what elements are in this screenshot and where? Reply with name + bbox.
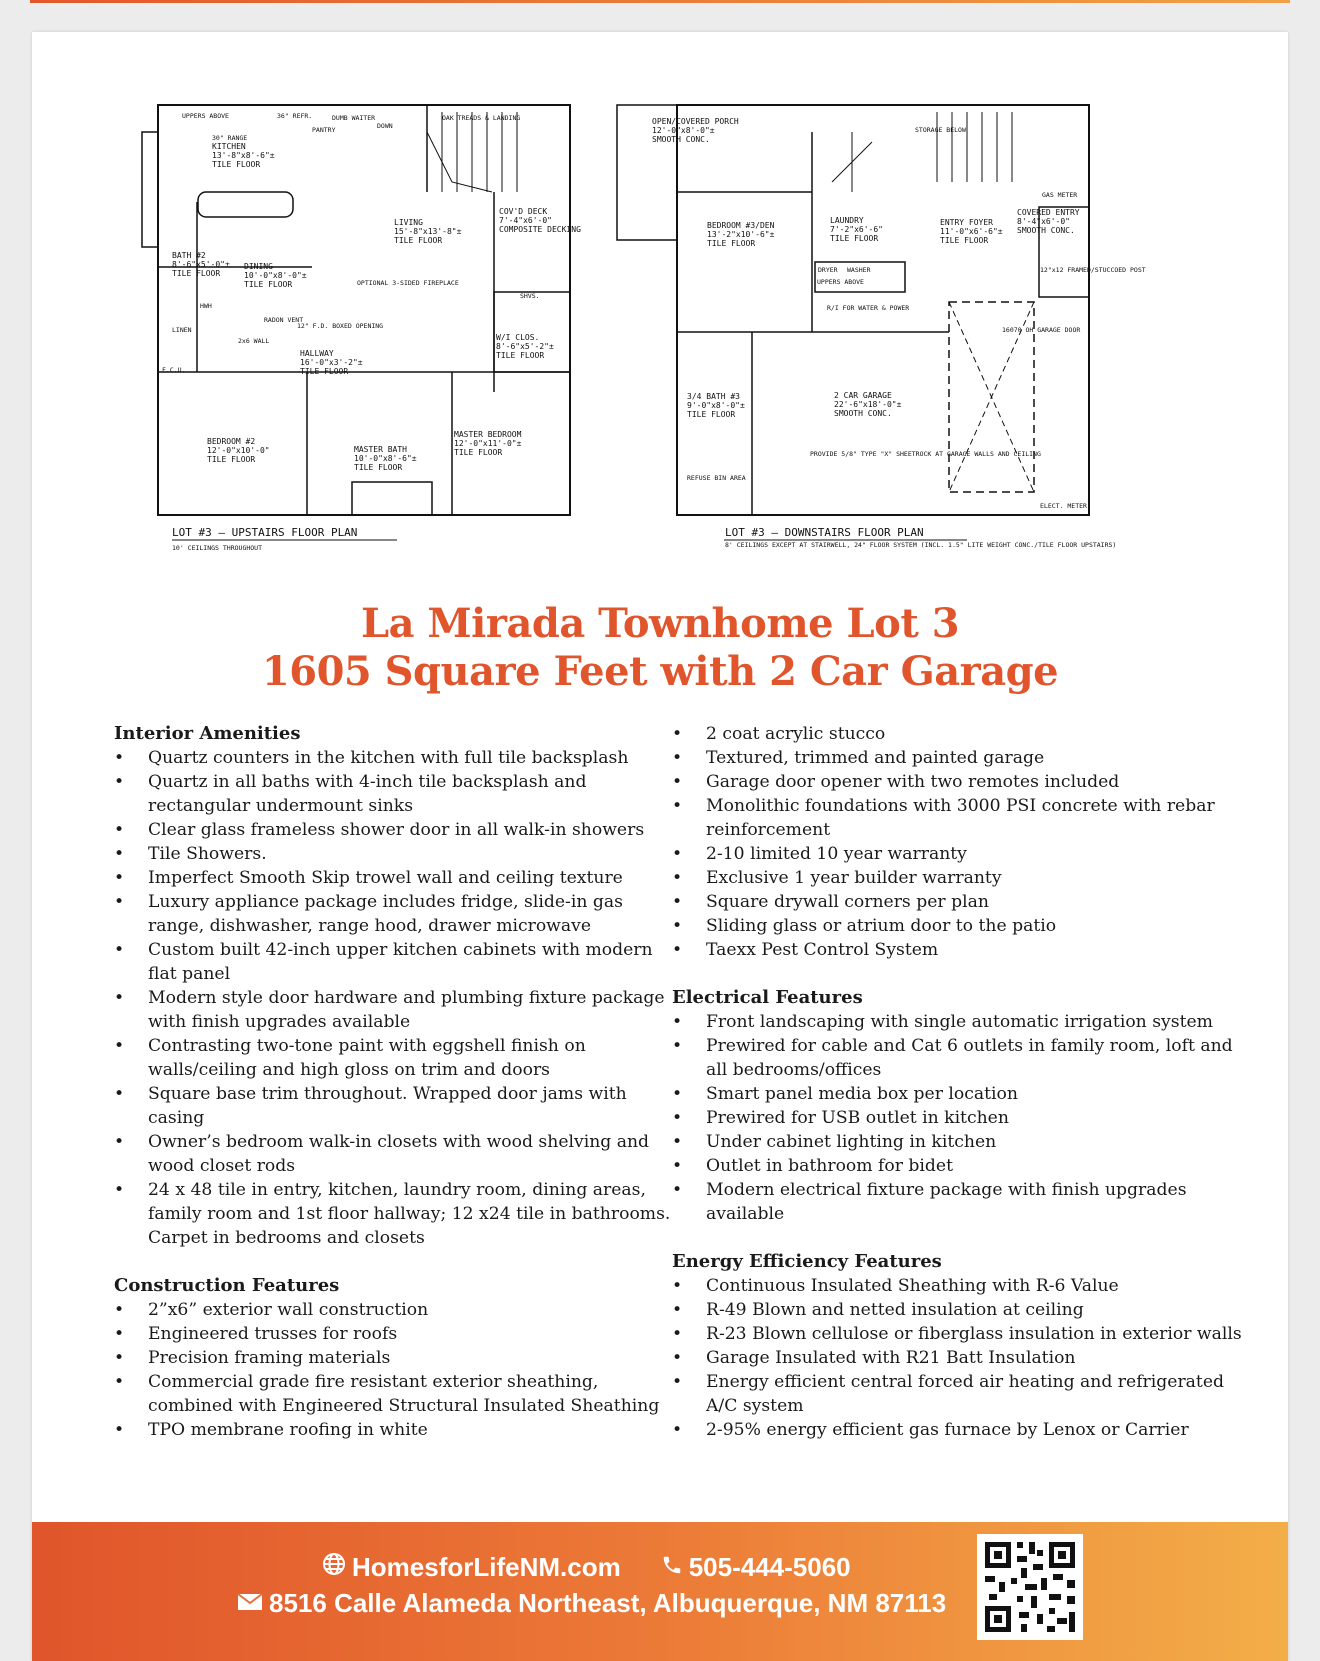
room-floor: TILE FLOOR bbox=[354, 463, 403, 472]
list-item: • Luxury appliance package includes fridge, slide-in gas range, dishwasher, range hood, drawer microwave bbox=[114, 890, 674, 938]
downstairs-caption: LOT #3 — DOWNSTAIRS FLOOR PLAN bbox=[725, 526, 924, 539]
list-item: • Textured, trimmed and painted garage bbox=[672, 746, 1247, 770]
room-size: 15'-8"x13'-8"± bbox=[394, 227, 462, 236]
title-line-1: La Mirada Townhome Lot 3 bbox=[360, 600, 960, 647]
list-item: • Continuous Insulated Sheathing with R-6 Value bbox=[672, 1274, 1247, 1298]
list-item: • Exclusive 1 year builder warranty bbox=[672, 866, 1247, 890]
room-label: LAUNDRY bbox=[830, 216, 864, 225]
room-floor: TILE FLOOR bbox=[394, 236, 443, 245]
room-size: 8'-4"x6'-0" bbox=[1017, 217, 1070, 226]
upstairs-note: 10' CEILINGS THROUGHOUT bbox=[172, 544, 263, 552]
room-label: KITCHEN bbox=[212, 142, 246, 151]
room-size: 7'-4"x6'-0" bbox=[499, 216, 552, 225]
list-item: • 2-10 limited 10 year warranty bbox=[672, 842, 1247, 866]
room-label: MASTER BEDROOM bbox=[454, 430, 522, 439]
list-item: • Custom built 42-inch upper kitchen cabinets with modern flat panel bbox=[114, 938, 674, 986]
room-label: MASTER BATH bbox=[354, 445, 407, 454]
list-item: • Monolithic foundations with 3000 PSI concrete with rebar reinforcement bbox=[672, 794, 1247, 842]
energy-heading: Energy Efficiency Features bbox=[672, 1251, 942, 1272]
room-floor: TILE FLOOR bbox=[300, 367, 349, 376]
list-item: • Engineered trusses for roofs bbox=[114, 1322, 674, 1346]
plan-note: ELECT. METER bbox=[1040, 502, 1087, 510]
plan-note: REFUSE BIN AREA bbox=[687, 474, 746, 482]
footer-line-2 bbox=[237, 1588, 946, 1619]
plan-note: UPPERS ABOVE bbox=[182, 112, 229, 120]
room-floor: SMOOTH CONC. bbox=[834, 409, 892, 418]
list-item: • R-49 Blown and netted insulation at ceiling bbox=[672, 1298, 1247, 1322]
plan-note: R/I FOR WATER & POWER bbox=[827, 304, 910, 312]
list-item: • Clear glass frameless shower door in all walk-in showers bbox=[114, 818, 674, 842]
list-item: • Commercial grade fire resistant exterior sheathing, combined with Engineered Structural Insulated Sheathing bbox=[114, 1370, 674, 1418]
list-item: • Prewired for USB outlet in kitchen bbox=[672, 1106, 1247, 1130]
room-size: 13'-8"x8'-6"± bbox=[212, 151, 275, 160]
plan-note: 2x6 WALL bbox=[238, 337, 270, 345]
room-label: COVERED ENTRY bbox=[1017, 208, 1080, 217]
room-size: 8'-6"x5'-2"± bbox=[496, 342, 554, 351]
list-item: • Tile Showers. bbox=[114, 842, 674, 866]
floor-plans bbox=[32, 32, 1288, 592]
list-item: • 2”x6” exterior wall construction bbox=[114, 1298, 674, 1322]
list-item: • Imperfect Smooth Skip trowel wall and ceiling texture bbox=[114, 866, 674, 890]
phone-number[interactable]: 505-444-5060 bbox=[688, 1552, 851, 1582]
list-item: • 2-95% energy efficient gas furnace by Lenox or Carrier bbox=[672, 1418, 1247, 1442]
list-item: • Precision framing materials bbox=[114, 1346, 674, 1370]
list-item: • Prewired for cable and Cat 6 outlets in family room, loft and all bedrooms/offices bbox=[672, 1034, 1247, 1082]
plan-note: 30" RANGE bbox=[212, 134, 248, 142]
list-item: • Garage Insulated with R21 Batt Insulation bbox=[672, 1346, 1247, 1370]
globe-icon bbox=[322, 1552, 346, 1583]
list-item: • R-23 Blown cellulose or fiberglass insulation in exterior walls bbox=[672, 1322, 1247, 1346]
address[interactable]: 8516 Calle Alameda Northeast, Albuquerque, NM 87113 bbox=[269, 1588, 947, 1618]
flyer-page bbox=[32, 32, 1288, 1661]
room-floor: TILE FLOOR bbox=[707, 239, 756, 248]
list-item: • Modern electrical fixture package with finish upgrades available bbox=[672, 1178, 1247, 1226]
plan-note: GAS METER bbox=[1042, 191, 1078, 199]
plan-note: HWH bbox=[200, 302, 212, 310]
list-item: • Modern style door hardware and plumbing fixture package with finish upgrades available bbox=[114, 986, 674, 1034]
interior-heading: Interior Amenities bbox=[114, 723, 301, 744]
floor-plan-drawings bbox=[32, 32, 1288, 592]
energy-list bbox=[672, 1274, 1247, 1442]
list-item: • Garage door opener with two remotes included bbox=[672, 770, 1247, 794]
right-column bbox=[672, 722, 1247, 1466]
room-floor: TILE FLOOR bbox=[940, 236, 989, 245]
list-item: • Sliding glass or atrium door to the patio bbox=[672, 914, 1247, 938]
plan-note: 16070 OH GARAGE DOOR bbox=[1002, 326, 1081, 334]
plan-note: 12" F.D. BOXED OPENING bbox=[297, 322, 384, 330]
room-floor: COMPOSITE DECKING bbox=[499, 225, 581, 234]
left-column bbox=[114, 722, 674, 1466]
plan-note: STORAGE BELOW bbox=[915, 126, 966, 134]
plan-note: OPTIONAL 3-SIDED FIREPLACE bbox=[357, 279, 459, 287]
downstairs-note: 8' CEILINGS EXCEPT AT STAIRWELL, 24" FLOOR SYSTEM (INCL. 1.5" LITE WEIGHT CONC./TILE FLOOR UPSTAIRS) bbox=[725, 541, 1117, 549]
contact-footer bbox=[32, 1522, 1288, 1661]
room-label: COV'D DECK bbox=[499, 207, 548, 216]
plan-note: PANTRY bbox=[312, 126, 336, 134]
room-size: 12'-0"x11'-0"± bbox=[454, 439, 522, 448]
room-size: 12'-0"x8'-0"± bbox=[652, 126, 715, 135]
list-item: • Owner’s bedroom walk-in closets with wood shelving and wood closet rods bbox=[114, 1130, 674, 1178]
room-size: 11'-0"x6'-6"± bbox=[940, 227, 1003, 236]
list-item: • Under cabinet lighting in kitchen bbox=[672, 1130, 1247, 1154]
list-item: • Contrasting two-tone paint with eggshell finish on walls/ceiling and high gloss on trim and doors bbox=[114, 1034, 674, 1082]
room-floor: TILE FLOOR bbox=[212, 160, 261, 169]
room-size: 22'-6"x18'-0"± bbox=[834, 400, 902, 409]
room-size: 10'-0"x8'-0"± bbox=[244, 271, 307, 280]
plan-note: OAK TREADS & LANDING bbox=[442, 114, 521, 122]
construction-continued-list bbox=[672, 722, 1247, 962]
plan-note: DOWN bbox=[377, 122, 393, 130]
title-line-2: 1605 Square Feet with 2 Car Garage bbox=[261, 648, 1059, 695]
plan-note: PROVIDE 5/8" TYPE "X" SHEETROCK AT GARAGE WALLS AND CEILING bbox=[810, 450, 1041, 458]
room-label: OPEN/COVERED PORCH bbox=[652, 117, 739, 126]
plan-note: 12"x12 FRAMED/STUCCOED POST bbox=[1040, 266, 1146, 274]
room-floor: TILE FLOOR bbox=[454, 448, 503, 457]
top-accent-bar bbox=[30, 0, 1290, 3]
footer-line-1 bbox=[322, 1552, 851, 1583]
list-item: • 2 coat acrylic stucco bbox=[672, 722, 1247, 746]
electrical-heading: Electrical Features bbox=[672, 987, 863, 1008]
room-size: 13'-2"x10'-6"± bbox=[707, 230, 775, 239]
list-item: • Taexx Pest Control System bbox=[672, 938, 1247, 962]
plan-note: LINEN bbox=[172, 326, 192, 334]
room-size: 8'-6"x5'-0"± bbox=[172, 260, 230, 269]
plan-note: F.C.U. bbox=[162, 366, 186, 374]
headline bbox=[32, 600, 1288, 696]
upstairs-caption: LOT #3 — UPSTAIRS FLOOR PLAN bbox=[172, 526, 358, 539]
room-size: 9'-0"x8'-0"± bbox=[687, 401, 745, 410]
list-item: • TPO membrane roofing in white bbox=[114, 1418, 674, 1442]
room-label: BEDROOM #3/DEN bbox=[707, 221, 775, 230]
plan-note: SHVS. bbox=[520, 292, 540, 300]
room-size: 10'-0"x8'-6"± bbox=[354, 454, 417, 463]
plan-note: RADON VENT bbox=[264, 316, 304, 324]
construction-heading: Construction Features bbox=[114, 1275, 340, 1296]
plan-note: DUMB WAITER bbox=[332, 114, 376, 122]
list-item: • Quartz counters in the kitchen with full tile backsplash bbox=[114, 746, 674, 770]
plan-note: DRYER bbox=[818, 266, 838, 274]
plan-note: WASHER bbox=[847, 266, 871, 274]
list-item: • Square base trim throughout. Wrapped door jams with casing bbox=[114, 1082, 674, 1130]
room-label: DINING bbox=[244, 262, 273, 271]
room-floor: TILE FLOOR bbox=[830, 234, 879, 243]
room-floor: TILE FLOOR bbox=[244, 280, 293, 289]
mail-icon bbox=[237, 1588, 263, 1619]
room-label: 3/4 BATH #3 bbox=[687, 392, 740, 401]
room-floor: SMOOTH CONC. bbox=[652, 135, 710, 144]
plan-note: UPPERS ABOVE bbox=[817, 278, 864, 286]
list-item: • Outlet in bathroom for bidet bbox=[672, 1154, 1247, 1178]
list-item: • Smart panel media box per location bbox=[672, 1082, 1247, 1106]
room-label: ENTRY FOYER bbox=[940, 218, 993, 227]
interior-list bbox=[114, 746, 674, 1250]
room-label: BEDROOM #2 bbox=[207, 437, 256, 446]
phone-icon bbox=[661, 1552, 683, 1583]
list-item: • Square drywall corners per plan bbox=[672, 890, 1247, 914]
website-link[interactable]: HomesforLifeNM.com bbox=[352, 1552, 621, 1582]
room-label: W/I CLOS. bbox=[496, 333, 540, 342]
qr-code[interactable] bbox=[977, 1534, 1083, 1640]
plan-note: 36" REFR. bbox=[277, 112, 313, 120]
room-floor: TILE FLOOR bbox=[687, 410, 736, 419]
list-item: • Front landscaping with single automatic irrigation system bbox=[672, 1010, 1247, 1034]
room-label: HALLWAY bbox=[300, 349, 334, 358]
room-floor: TILE FLOOR bbox=[496, 351, 545, 360]
room-label: BATH #2 bbox=[172, 251, 206, 260]
room-floor: TILE FLOOR bbox=[172, 269, 221, 278]
list-item: • 24 x 48 tile in entry, kitchen, laundry room, dining areas, family room and 1st floor hallway; 12 x24 tile in bathrooms. Carpet in bedrooms and closets bbox=[114, 1178, 674, 1250]
room-size: 12'-0"x10'-0" bbox=[207, 446, 270, 455]
construction-list bbox=[114, 1298, 674, 1442]
electrical-list bbox=[672, 1010, 1247, 1226]
room-floor: SMOOTH CONC. bbox=[1017, 226, 1075, 235]
room-size: 16'-0"x3'-2"± bbox=[300, 358, 363, 367]
room-size: 7'-2"x6'-6" bbox=[830, 225, 883, 234]
room-label: LIVING bbox=[394, 218, 423, 227]
list-item: • Energy efficient central forced air heating and refrigerated A/C system bbox=[672, 1370, 1247, 1418]
room-floor: TILE FLOOR bbox=[207, 455, 256, 464]
room-label: 2 CAR GARAGE bbox=[834, 391, 892, 400]
list-item: • Quartz in all baths with 4-inch tile backsplash and rectangular undermount sinks bbox=[114, 770, 674, 818]
